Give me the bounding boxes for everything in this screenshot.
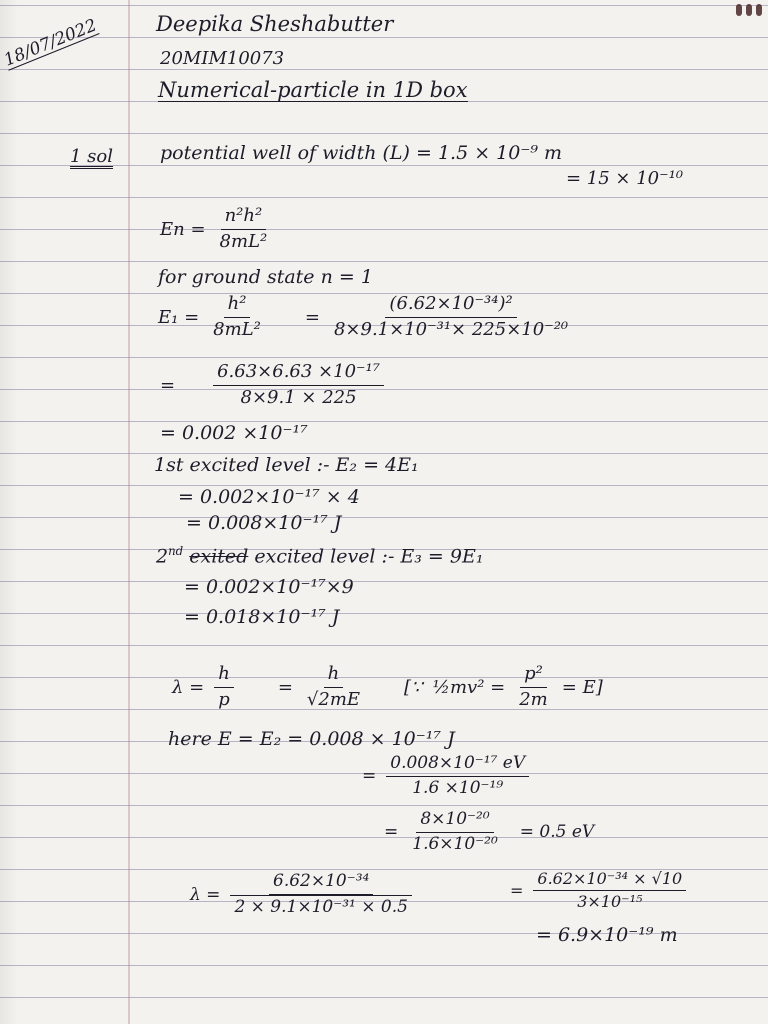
- en-denominator: 8mL²: [219, 230, 268, 252]
- e1-formula: [158, 294, 572, 340]
- lambda-equals: =: [277, 676, 293, 698]
- simplify-equals: =: [160, 374, 176, 396]
- final-fraction: [230, 872, 411, 917]
- final-numerator: 6.62×10⁻³⁴: [269, 872, 373, 895]
- simplify-step: [160, 362, 384, 408]
- binding-marks: [736, 4, 762, 16]
- student-name: Deepika Sheshabutter: [156, 12, 394, 36]
- final2-fraction: [533, 870, 686, 912]
- e1-lhs: E₁ =: [158, 306, 200, 328]
- first-excited-label: 1st excited level :- E₂ = 4E₁: [154, 454, 419, 476]
- h-over-root-den: √2mE: [306, 688, 361, 710]
- ground-energy-result: = 0.002 ×10⁻¹⁷: [160, 422, 308, 444]
- bracket-num: p²: [520, 664, 547, 688]
- e1-equals: =: [304, 306, 320, 328]
- e1-substituted-fraction: [330, 294, 572, 340]
- e1-denominator: 8mL²: [213, 318, 261, 340]
- first-excited-result: = 0.008×10⁻¹⁷ J: [186, 512, 342, 534]
- margin-line: [128, 0, 130, 1024]
- ev2-numerator: 8×10⁻²⁰: [416, 810, 493, 833]
- struck-word: exited: [189, 545, 249, 568]
- simplify-denominator: 8×9.1 × 225: [240, 386, 357, 408]
- final-answer: = 6.9×10⁻¹⁹ m: [536, 924, 678, 946]
- ev-equals: =: [362, 766, 377, 787]
- e1-numerator: h²: [224, 294, 251, 318]
- second-excited-step: = 0.002×10⁻¹⁷×9: [184, 576, 354, 598]
- ev-numerator: 0.008×10⁻¹⁷ eV: [386, 754, 529, 777]
- here-energy-line: here E = E₂ = 0.008 × 10⁻¹⁷ J: [168, 728, 455, 750]
- final2-equals: =: [510, 881, 524, 901]
- second-excited-label: [156, 546, 483, 566]
- ev2-fraction: [408, 810, 502, 854]
- e1-sub-denominator: 8×9.1×10⁻³¹× 225×10⁻²⁰: [333, 318, 569, 340]
- topic-title: Numerical-particle in 1D box: [158, 78, 468, 102]
- ev-conversion: [362, 754, 529, 798]
- ev-fraction: [386, 754, 529, 798]
- first-excited-step: = 0.002×10⁻¹⁷ × 4: [178, 486, 360, 508]
- width-statement: potential well of width (L) = 1.5 × 10⁻⁹ m: [160, 142, 563, 164]
- bracket-half: ½mv² =: [432, 676, 506, 698]
- bracket-open: [∵: [404, 676, 423, 698]
- final-wavelength: [190, 872, 412, 917]
- h-over-p-den: p: [218, 688, 230, 710]
- h-over-p-num: h: [214, 664, 234, 688]
- bracket-fraction: [515, 664, 552, 710]
- lambda-lhs: λ =: [172, 676, 205, 698]
- ev-denominator: 1.6 ×10⁻¹⁹: [412, 777, 504, 798]
- second-excited-result: = 0.018×10⁻¹⁷ J: [184, 606, 340, 628]
- simplify-fraction: [213, 362, 384, 408]
- ev2-equals: =: [384, 822, 399, 843]
- debroglie-formula: [172, 664, 603, 710]
- energy-formula: [160, 206, 271, 252]
- second-excited-text: excited level :- E₃ = 9E₁: [254, 545, 484, 568]
- final2-denominator: 3×10⁻¹⁵: [577, 892, 643, 912]
- h-over-root: [303, 664, 364, 710]
- simplify-numerator: 6.63×6.63 ×10⁻¹⁷: [213, 362, 384, 386]
- bracket-den: 2m: [519, 688, 548, 710]
- width-conversion: = 15 × 10⁻¹⁰: [566, 168, 684, 189]
- bracket-close: = E]: [561, 676, 603, 698]
- ev2-denominator: 1.6×10⁻²⁰: [412, 833, 498, 854]
- en-numerator: n²h²: [221, 206, 267, 230]
- date: 18/07/2022: [1, 15, 100, 71]
- en-fraction: [216, 206, 272, 252]
- final-denominator: 2 × 9.1×10⁻³¹ × 0.5: [230, 895, 411, 918]
- problem-label: 1 sol: [70, 146, 114, 167]
- h-over-root-num: h: [324, 664, 344, 688]
- en-lhs: En =: [160, 218, 206, 240]
- second-ordinal-suffix: nd: [168, 544, 184, 558]
- e1-fraction: [209, 294, 265, 340]
- final2-numerator: 6.62×10⁻³⁴ × √10: [533, 870, 686, 891]
- final-lambda-lhs: λ =: [190, 884, 221, 905]
- second-ordinal: 2: [156, 545, 169, 568]
- ground-state-line: for ground state n = 1: [158, 266, 373, 288]
- ev-simplified: [384, 810, 594, 854]
- roll-number: 20MIM10073: [160, 48, 285, 69]
- e1-sub-numerator: (6.62×10⁻³⁴)²: [385, 294, 516, 318]
- ev2-result: = 0.5 eV: [519, 822, 595, 843]
- h-over-p: [214, 664, 234, 710]
- final-simplified: [510, 870, 686, 912]
